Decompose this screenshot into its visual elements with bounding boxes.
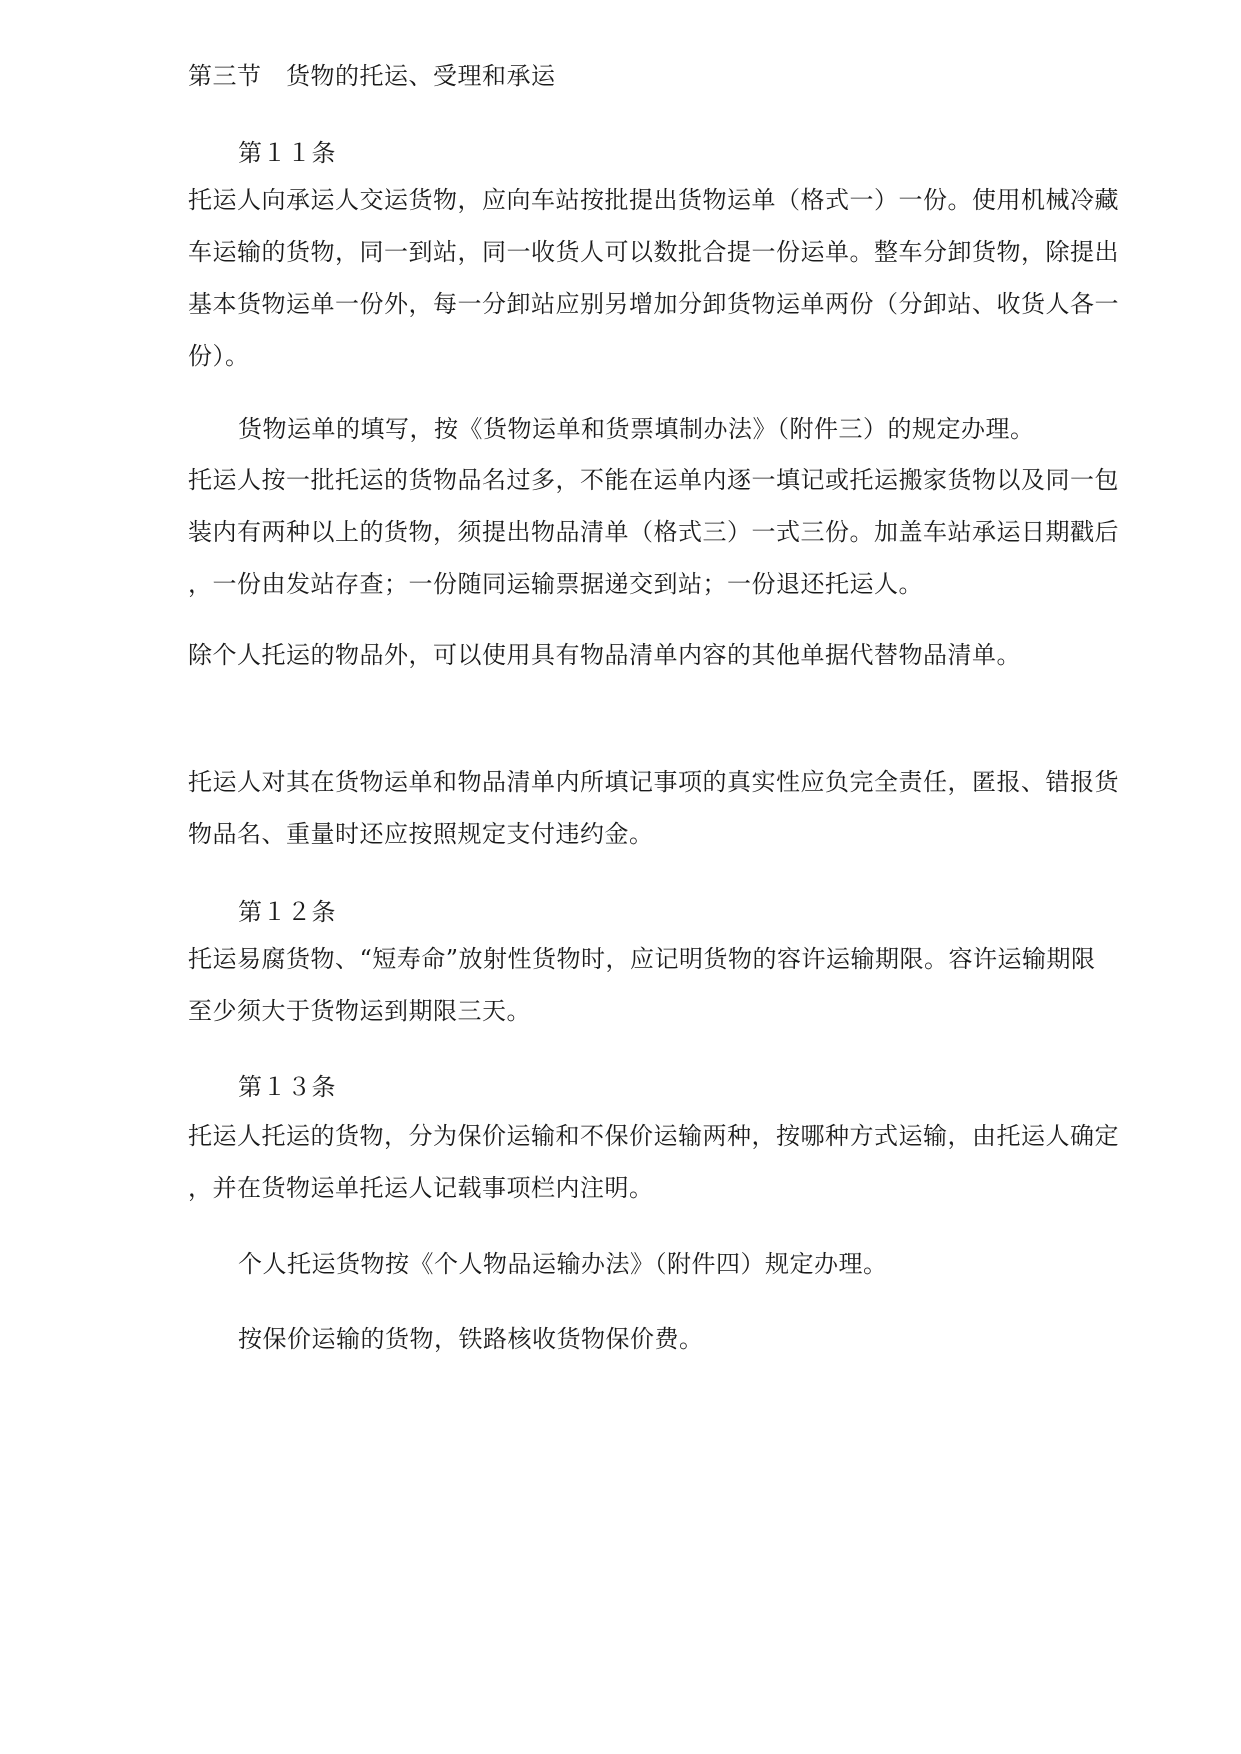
article-11-para1-line3: 基本货物运单一份外，每一分卸站应别另增加分卸货物运单两份（分卸站、收货人各一 <box>188 290 1119 318</box>
article-12-heading: 第１２条 <box>238 898 336 926</box>
article-13-para1-line2: ，并在货物运单托运人记载事项栏内注明。 <box>188 1174 654 1202</box>
article-11-para2: 货物运单的填写，按《货物运单和货票填制办法》（附件三）的规定办理。 <box>238 415 1035 443</box>
article-11-para3-line1: 托运人按一批托运的货物品名过多，不能在运单内逐一填记或托运搬家货物以及同一包 <box>188 466 1119 494</box>
article-13-para2: 个人托运货物按《个人物品运输办法》（附件四）规定办理。 <box>238 1250 888 1278</box>
article-11-para4: 除个人托运的物品外，可以使用具有物品清单内容的其他单据代替物品清单。 <box>188 641 1021 669</box>
article-11-para5-line1: 托运人对其在货物运单和物品清单内所填记事项的真实性应负完全责任，匿报、错报货 <box>188 768 1119 796</box>
section-title: 第三节 货物的托运、受理和承运 <box>188 62 556 90</box>
article-12-para1-line2: 至少须大于货物运到期限三天。 <box>188 997 531 1025</box>
article-11-para3-line3: ，一份由发站存查；一份随同运输票据递交到站；一份退还托运人。 <box>188 570 923 598</box>
article-11-heading: 第１１条 <box>238 139 336 167</box>
article-11-para5-line2: 物品名、重量时还应按照规定支付违约金。 <box>188 820 654 848</box>
article-13-para3: 按保价运输的货物，铁路核收货物保价费。 <box>238 1325 704 1353</box>
article-11-para3-line2: 装内有两种以上的货物，须提出物品清单（格式三）一式三份。加盖车站承运日期戳后 <box>188 518 1119 546</box>
article-11-para1-line2: 车运输的货物，同一到站，同一收货人可以数批合提一份运单。整车分卸货物，除提出 <box>188 238 1119 266</box>
article-12-para1-line1: 托运易腐货物、“短寿命”放射性货物时，应记明货物的容许运输期限。容许运输期限 <box>188 945 1096 973</box>
article-11-para1-line1: 托运人向承运人交运货物，应向车站按批提出货物运单（格式一）一份。使用机械冷藏 <box>188 186 1119 214</box>
article-11-para1-line4: 份）。 <box>188 342 250 370</box>
article-13-heading: 第１３条 <box>238 1073 336 1101</box>
article-13-para1-line1: 托运人托运的货物，分为保价运输和不保价运输两种，按哪种方式运输，由托运人确定 <box>188 1122 1119 1150</box>
